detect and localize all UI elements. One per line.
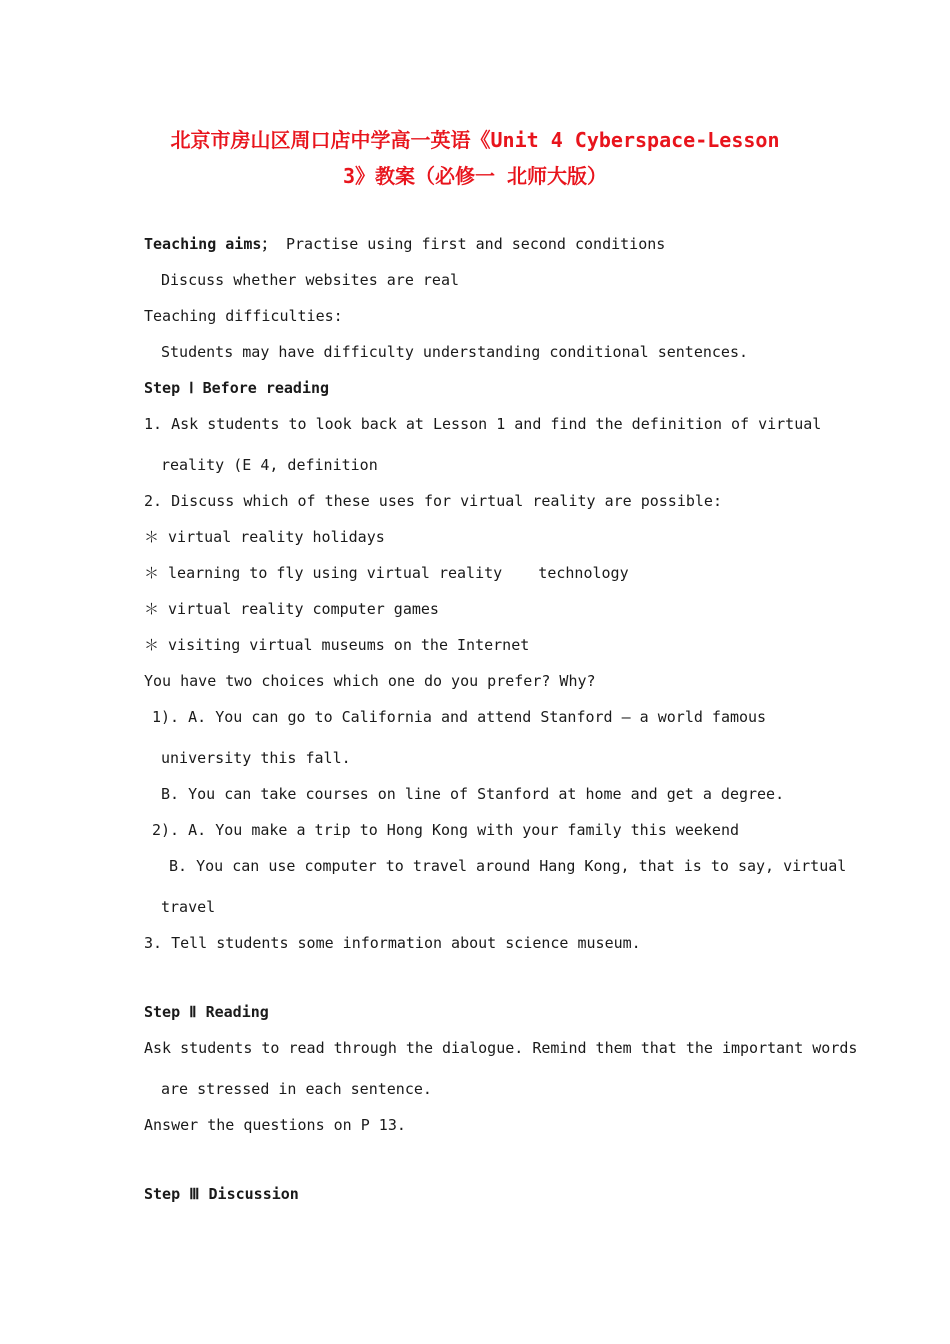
step-1-item-1-cont: reality (E 4, definition (161, 456, 378, 474)
step-1-item-3: 3. Tell students some information about science museum. (144, 934, 641, 952)
teaching-aim-1: Practise using first and second conditions (286, 235, 666, 253)
bullet-item: ＊ virtual reality holidays (144, 528, 385, 546)
teaching-aims-label: Teaching aims； (144, 235, 277, 253)
step-1-item-1: 1. Ask students to look back at Lesson 1 and find the definition of virtual (144, 415, 822, 433)
teaching-aim-2: Discuss whether websites are real (161, 271, 460, 289)
step-2-text-cont: are stressed in each sentence. (161, 1080, 432, 1098)
title-line-1: 北京市房山区周口店中学高一英语《Unit 4 Cyberspace-Lesson (170, 128, 780, 152)
choice-2b-cont: travel (161, 898, 216, 916)
step-2-text-2: Answer the questions on P 13. (144, 1116, 406, 1134)
teaching-difficulties-label: Teaching difficulties: (144, 307, 343, 325)
choice-1a: 1). A. You can go to California and attend Stanford – a world famous (152, 708, 767, 726)
step-2-text: Ask students to read through the dialogue. Remind them that the important words (144, 1039, 858, 1057)
step-2-heading: Step Ⅱ Reading (144, 1003, 269, 1021)
step-1-item-2: 2. Discuss which of these uses for virtual reality are possible: (144, 492, 722, 510)
bullet-item: ＊ virtual reality computer games (144, 600, 439, 618)
choices-intro: You have two choices which one do you prefer? Why? (144, 672, 596, 690)
choice-2a: 2). A. You make a trip to Hong Kong with your family this weekend (152, 821, 739, 839)
teaching-difficulties-text: Students may have difficulty understanding conditional sentences. (161, 343, 748, 361)
step-1-heading: Step Ⅰ Before reading (144, 379, 330, 397)
title-line-2: 3》教案（必修一 北师大版） (342, 164, 608, 188)
choice-1b: B. You can take courses on line of Stanford at home and get a degree. (161, 785, 785, 803)
choice-2b: B. You can use computer to travel around Hang Kong, that is to say, virtual (169, 857, 847, 875)
step-3-heading: Step Ⅲ Discussion (144, 1185, 299, 1203)
bullet-item: ＊ learning to fly using virtual reality technology (144, 564, 629, 582)
choice-1a-cont: university this fall. (161, 749, 351, 767)
bullet-item: ＊ visiting virtual museums on the Internet (144, 636, 530, 654)
